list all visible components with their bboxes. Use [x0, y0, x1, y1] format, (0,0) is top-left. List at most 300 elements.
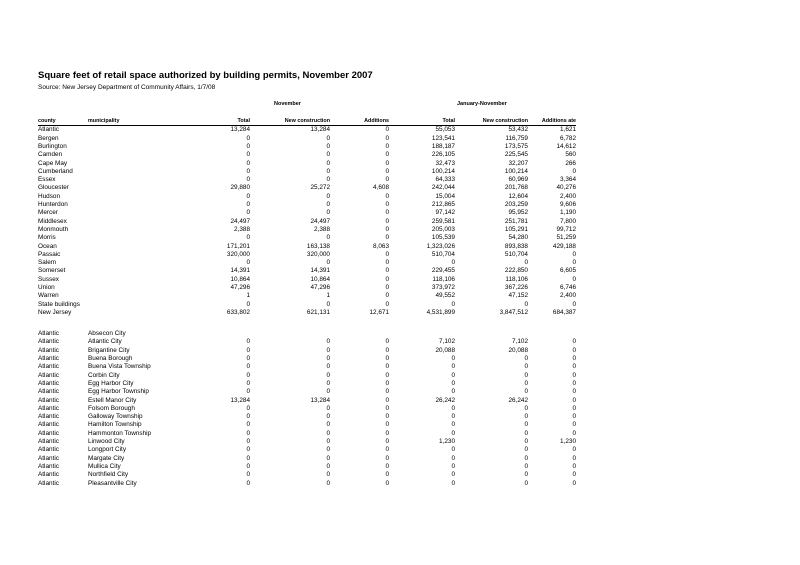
- cell-new-construction-ytd: 20,088: [508, 346, 528, 354]
- cell-new-construction-month: 0: [326, 300, 330, 308]
- cell-municipality: [88, 292, 170, 300]
- municipality-row: [38, 455, 576, 463]
- cell-new-construction-month: 24,497: [310, 217, 330, 225]
- cell-additions-month: 0: [385, 379, 389, 387]
- cell-municipality: [88, 284, 170, 292]
- cell-additions-month: 8,063: [373, 242, 389, 250]
- cell-total-ytd: 188,187: [431, 142, 455, 150]
- cell-additions-ytd: 0: [572, 167, 576, 175]
- cell-new-construction-month: 0: [326, 355, 330, 363]
- cell-new-construction-month: 0: [326, 429, 330, 437]
- cell-county: Passaic: [38, 250, 61, 258]
- cell-additions-ytd: 1,230: [560, 438, 576, 446]
- cell-total-ytd: 510,704: [431, 250, 455, 258]
- cell-additions-ytd: 0: [572, 379, 576, 387]
- cell-municipality: Estell Manor City: [88, 396, 137, 404]
- cell-county: Burlington: [38, 142, 67, 150]
- cell-municipality: [88, 209, 170, 217]
- cell-additions-month: 0: [385, 346, 389, 354]
- cell-municipality: Hammonton Township: [88, 429, 152, 437]
- county-row: [38, 251, 576, 259]
- cell-additions-ytd: 3,364: [560, 176, 576, 184]
- cell-additions-ytd: 0: [572, 413, 576, 421]
- cell-county: Atlantic: [38, 421, 59, 429]
- cell-municipality: [88, 184, 170, 192]
- cell-additions-ytd: 0: [572, 454, 576, 462]
- cell-municipality: [88, 267, 170, 275]
- cell-total-month: 0: [246, 192, 250, 200]
- cell-county: State buildings: [38, 300, 80, 308]
- cell-total-ytd: 55,053: [435, 126, 455, 134]
- cell-new-construction-month: 2,388: [314, 225, 330, 233]
- column-header-total-month: Total: [170, 117, 250, 126]
- cell-total-month: 2,388: [234, 225, 250, 233]
- municipality-row: [38, 338, 576, 346]
- cell-total-ytd: 0: [451, 363, 455, 371]
- cell-new-construction-month: 0: [326, 404, 330, 412]
- cell-additions-month: 0: [385, 267, 389, 275]
- column-header-municipality: municipality: [88, 117, 170, 126]
- cell-total-ytd: 0: [451, 355, 455, 363]
- cell-additions-ytd: 7,800: [560, 217, 576, 225]
- cell-municipality: Atlantic City: [88, 338, 122, 346]
- cell-county: Atlantic: [38, 404, 59, 412]
- cell-additions-month: 0: [385, 355, 389, 363]
- cell-total-month: 10,864: [230, 275, 250, 283]
- cell-total-month: 0: [246, 421, 250, 429]
- cell-additions-month: 0: [385, 429, 389, 437]
- cell-new-construction-ytd: 0: [524, 462, 528, 470]
- cell-new-construction-ytd: 105,291: [504, 225, 528, 233]
- cell-new-construction-ytd: 7,102: [512, 338, 528, 346]
- cell-county: Atlantic: [38, 479, 59, 487]
- cell-total-month: 0: [246, 429, 250, 437]
- cell-municipality: [88, 259, 170, 267]
- column-header-new-construction-month: New construction: [250, 117, 330, 126]
- cell-new-construction-ytd: 116,759: [505, 134, 528, 142]
- municipality-row: [38, 430, 576, 438]
- cell-county: Atlantic: [38, 413, 59, 421]
- cell-total-ytd: 373,972: [431, 283, 455, 291]
- cell-additions-ytd: 0: [572, 259, 576, 267]
- cell-total-month: 320,000: [226, 250, 250, 258]
- cell-county: Atlantic: [38, 346, 59, 354]
- column-header-total-ytd: Total: [389, 117, 455, 126]
- cell-additions-ytd: 6,746: [560, 283, 576, 291]
- cell-total-ytd: 118,106: [432, 275, 455, 283]
- cell-county: Atlantic: [38, 338, 59, 346]
- cell-additions-month: 0: [385, 209, 389, 217]
- cell-total-month: 0: [246, 462, 250, 470]
- cell-new-construction-ytd: 0: [524, 379, 528, 387]
- cell-additions-ytd: 0: [572, 404, 576, 412]
- retail-space-table: [38, 117, 576, 488]
- cell-county: Sussex: [38, 275, 59, 283]
- cell-total-month: 14,391: [230, 267, 250, 275]
- county-row: [38, 218, 576, 226]
- cell-county: Atlantic: [38, 471, 59, 479]
- cell-new-construction-ytd: 47,152: [508, 292, 528, 300]
- county-row: [38, 301, 576, 309]
- cell-new-construction-ytd: 0: [524, 404, 528, 412]
- cell-total-ytd: 97,142: [435, 209, 455, 217]
- cell-total-ytd: 1,230: [439, 438, 455, 446]
- cell-total-month: 13,284: [230, 396, 250, 404]
- cell-total-ytd: 0: [451, 379, 455, 387]
- cell-municipality: [88, 151, 170, 159]
- cell-municipality: Corbin City: [88, 371, 120, 379]
- municipality-row: [38, 347, 576, 355]
- cell-county: Middlesex: [38, 217, 67, 225]
- cell-county: Hudson: [38, 192, 61, 200]
- cell-municipality: Pleasantville City: [88, 479, 137, 487]
- cell-new-construction-month: 0: [326, 379, 330, 387]
- cell-municipality: [88, 193, 170, 201]
- county-row: [38, 168, 576, 176]
- county-row: [38, 292, 576, 300]
- column-header-row: [38, 117, 576, 126]
- cell-total-ytd: 15,004: [435, 192, 455, 200]
- cell-additions-ytd: 6,782: [560, 134, 576, 142]
- municipality-row: [38, 463, 576, 471]
- cell-new-construction-month: 47,296: [310, 283, 330, 291]
- cell-new-construction-month: 320,000: [306, 250, 330, 258]
- cell-new-construction-month: 0: [326, 209, 330, 217]
- section-spacer: [38, 317, 576, 330]
- cell-total-month: 13,284: [230, 126, 250, 134]
- cell-additions-ytd: 0: [572, 338, 576, 346]
- column-header-county: county: [38, 117, 88, 126]
- cell-county: New Jersey: [38, 308, 72, 316]
- cell-total-month: 0: [246, 234, 250, 242]
- cell-municipality: Folsom Borough: [88, 404, 135, 412]
- cell-new-construction-ytd: 0: [524, 454, 528, 462]
- cell-total-ytd: 0: [451, 300, 455, 308]
- cell-additions-month: 0: [385, 396, 389, 404]
- cell-additions-ytd: 0: [572, 396, 576, 404]
- county-row: [38, 259, 576, 267]
- cell-total-month: 0: [246, 259, 250, 267]
- county-row: [38, 143, 576, 151]
- cell-total-month: 0: [246, 142, 250, 150]
- cell-total-month: 0: [246, 454, 250, 462]
- cell-new-construction-ytd: 26,242: [508, 396, 528, 404]
- municipality-row: [38, 438, 576, 446]
- county-row: [38, 126, 576, 135]
- cell-county: Cape May: [38, 159, 68, 167]
- cell-municipality: [88, 242, 170, 250]
- cell-new-construction-month: 25,272: [310, 184, 330, 192]
- cell-total-month: 0: [246, 413, 250, 421]
- cell-total-month: 0: [246, 446, 250, 454]
- cell-county: Atlantic: [38, 363, 59, 371]
- cell-additions-ytd: 0: [572, 388, 576, 396]
- cell-total-ytd: 0: [451, 259, 455, 267]
- cell-total-month: 0: [246, 167, 250, 175]
- cell-total-month: 0: [246, 338, 250, 346]
- cell-county: Atlantic: [38, 429, 59, 437]
- cell-additions-month: 0: [385, 176, 389, 184]
- cell-new-construction-month: 0: [326, 479, 330, 487]
- cell-municipality: Margate City: [88, 454, 125, 462]
- cell-municipality: Egg Harbor Township: [88, 388, 149, 396]
- cell-new-construction-month: 0: [326, 413, 330, 421]
- cell-new-construction-month: 0: [326, 462, 330, 470]
- cell-total-ytd: 229,455: [431, 267, 455, 275]
- cell-county: Atlantic: [38, 371, 59, 379]
- cell-total-ytd: 0: [451, 404, 455, 412]
- cell-additions-ytd: 9,606: [560, 201, 576, 209]
- cell-additions-month: 0: [385, 338, 389, 346]
- cell-municipality: Galloway Township: [88, 413, 143, 421]
- cell-total-ytd: 0: [451, 446, 455, 454]
- cell-additions-month: 12,671: [369, 308, 389, 316]
- cell-additions-ytd: 0: [572, 346, 576, 354]
- cell-county: Atlantic: [38, 355, 59, 363]
- cell-new-construction-month: 13,284: [310, 126, 330, 134]
- cell-total-ytd: 7,102: [439, 338, 455, 346]
- cell-municipality: [88, 226, 170, 234]
- cell-additions-ytd: 684,387: [552, 308, 576, 316]
- cell-new-construction-ytd: 201,768: [504, 184, 528, 192]
- cell-municipality: [88, 234, 170, 242]
- cell-additions-month: 0: [385, 479, 389, 487]
- cell-county: Atlantic: [38, 438, 59, 446]
- cell-county: Gloucester: [38, 184, 69, 192]
- municipality-row: [38, 397, 576, 405]
- cell-total-ytd: 212,865: [431, 201, 455, 209]
- cell-county: Warren: [38, 292, 59, 300]
- cell-total-month: 0: [246, 346, 250, 354]
- cell-municipality: [88, 135, 170, 143]
- cell-municipality: Mullica City: [88, 462, 121, 470]
- cell-total-month: 0: [246, 438, 250, 446]
- cell-total-ytd: 0: [451, 371, 455, 379]
- cell-county: Atlantic: [38, 388, 59, 396]
- cell-municipality: [88, 168, 170, 176]
- cell-total-month: 171,201: [226, 242, 250, 250]
- cell-total-ytd: 226,105: [431, 151, 455, 159]
- cell-municipality: Absecon City: [88, 330, 126, 338]
- cell-additions-ytd: [528, 330, 576, 338]
- cell-municipality: Hamilton Township: [88, 421, 142, 429]
- cell-county: Monmouth: [38, 225, 69, 233]
- cell-total-month: 0: [246, 134, 250, 142]
- cell-new-construction-month: 14,391: [310, 267, 330, 275]
- cell-new-construction-month: 0: [326, 234, 330, 242]
- cell-total-ytd: 0: [451, 388, 455, 396]
- cell-new-construction-month: 10,864: [310, 275, 330, 283]
- cell-municipality: [88, 176, 170, 184]
- cell-total-month: 0: [246, 404, 250, 412]
- cell-new-construction-ytd: 0: [524, 471, 528, 479]
- cell-additions-ytd: 2,400: [560, 192, 576, 200]
- cell-county: Atlantic: [38, 462, 59, 470]
- cell-new-construction-ytd: 251,781: [504, 217, 528, 225]
- cell-total-ytd: 0: [451, 479, 455, 487]
- cell-new-construction-ytd: 54,280: [508, 234, 528, 242]
- cell-new-construction-ytd: 0: [524, 371, 528, 379]
- cell-total-month: 29,880: [230, 184, 250, 192]
- cell-county: Somerset: [38, 267, 66, 275]
- cell-new-construction-month: 0: [326, 454, 330, 462]
- cell-additions-month: 0: [385, 234, 389, 242]
- cell-additions-month: 0: [385, 134, 389, 142]
- cell-total-month: 0: [246, 379, 250, 387]
- cell-county: Atlantic: [38, 454, 59, 462]
- cell-total-ytd: 26,242: [435, 396, 455, 404]
- cell-county: Atlantic: [38, 379, 59, 387]
- cell-additions-ytd: 0: [572, 250, 576, 258]
- county-row: [38, 309, 576, 317]
- cell-municipality: [88, 301, 170, 309]
- cell-municipality: [88, 126, 170, 135]
- county-row: [38, 234, 576, 242]
- cell-additions-ytd: 14,612: [556, 142, 576, 150]
- cell-additions-ytd: 0: [572, 421, 576, 429]
- cell-additions-month: 0: [385, 192, 389, 200]
- cell-new-construction-ytd: 95,952: [508, 209, 528, 217]
- county-row: [38, 184, 576, 192]
- group-header-january-november: January-November: [457, 101, 507, 107]
- county-row: [38, 159, 576, 167]
- municipality-row: [38, 372, 576, 380]
- cell-new-construction-month: 0: [326, 176, 330, 184]
- cell-total-month: 633,802: [226, 308, 250, 316]
- municipality-row: [38, 388, 576, 396]
- cell-additions-month: 0: [385, 292, 389, 300]
- cell-additions-month: 0: [385, 159, 389, 167]
- cell-municipality: Brigantine City: [88, 346, 130, 354]
- cell-new-construction-ytd: 0: [524, 446, 528, 454]
- cell-total-month: 0: [246, 300, 250, 308]
- cell-new-construction-ytd: 0: [524, 388, 528, 396]
- cell-additions-month: 0: [385, 421, 389, 429]
- cell-new-construction-month: 0: [326, 192, 330, 200]
- cell-total-ytd: 49,552: [435, 292, 455, 300]
- cell-new-construction-ytd: 32,207: [508, 159, 528, 167]
- cell-total-ytd: 1,323,026: [426, 242, 455, 250]
- cell-total-ytd: 4,531,899: [426, 308, 455, 316]
- cell-new-construction-month: 0: [326, 346, 330, 354]
- cell-additions-ytd: 0: [572, 446, 576, 454]
- cell-total-month: 0: [246, 201, 250, 209]
- cell-municipality: [88, 159, 170, 167]
- cell-additions-month: 0: [385, 142, 389, 150]
- cell-new-construction-month: 0: [326, 338, 330, 346]
- municipality-row: [38, 405, 576, 413]
- cell-additions-month: 0: [385, 438, 389, 446]
- cell-additions-ytd: 6,605: [560, 267, 576, 275]
- cell-total-ytd: 100,214: [431, 167, 455, 175]
- cell-new-construction-month: 0: [326, 446, 330, 454]
- cell-additions-month: 0: [385, 388, 389, 396]
- cell-additions-month: 0: [385, 413, 389, 421]
- cell-new-construction-month: 1: [326, 292, 330, 300]
- cell-total-month: 0: [246, 371, 250, 379]
- cell-additions-ytd: 429,188: [552, 242, 576, 250]
- cell-total-month: 0: [246, 355, 250, 363]
- cell-county: Mercer: [38, 209, 58, 217]
- cell-new-construction-ytd: 100,214: [504, 167, 528, 175]
- cell-additions-month: 0: [385, 259, 389, 267]
- county-row: [38, 226, 576, 234]
- cell-additions-ytd: 0: [572, 371, 576, 379]
- cell-total-month: 0: [246, 388, 250, 396]
- county-row: [38, 201, 576, 209]
- cell-total-ytd: 0: [451, 471, 455, 479]
- column-header-new-construction-ytd: New construction: [455, 117, 528, 126]
- cell-additions-month: 0: [385, 167, 389, 175]
- cell-new-construction-month: 0: [326, 438, 330, 446]
- cell-county: Atlantic: [38, 446, 59, 454]
- cell-total-month: 0: [246, 209, 250, 217]
- cell-new-construction-ytd: 225,545: [504, 151, 528, 159]
- municipality-row: [38, 355, 576, 363]
- cell-new-construction-ytd: 118,106: [505, 275, 528, 283]
- county-row: [38, 176, 576, 184]
- cell-total-month: 0: [246, 471, 250, 479]
- cell-new-construction-ytd: [455, 330, 528, 338]
- spacer-row: [38, 317, 576, 330]
- cell-county: Bergen: [38, 134, 59, 142]
- cell-county: Morris: [38, 234, 56, 242]
- cell-additions-ytd: 0: [572, 429, 576, 437]
- cell-county: Camden: [38, 151, 63, 159]
- cell-additions-month: [330, 330, 389, 338]
- cell-new-construction-ytd: 3,847,512: [499, 308, 528, 316]
- cell-total-month: 0: [246, 151, 250, 159]
- cell-new-construction-ytd: 203,259: [504, 201, 528, 209]
- cell-additions-ytd: 0: [572, 275, 576, 283]
- cell-total-ytd: 259,581: [431, 217, 455, 225]
- cell-new-construction-month: 13,284: [310, 396, 330, 404]
- cell-county: Atlantic: [38, 126, 59, 134]
- cell-total-ytd: [389, 330, 455, 338]
- cell-new-construction-ytd: 53,432: [508, 126, 528, 134]
- county-row: [38, 242, 576, 250]
- municipality-rows: [38, 330, 576, 488]
- cell-municipality: [88, 218, 170, 226]
- cell-additions-ytd: 1,621: [560, 126, 576, 134]
- cell-new-construction-month: 0: [326, 134, 330, 142]
- cell-new-construction-ytd: 0: [524, 413, 528, 421]
- cell-total-ytd: 0: [451, 421, 455, 429]
- cell-county: Ocean: [38, 242, 57, 250]
- cell-additions-ytd: 51,259: [556, 234, 576, 242]
- cell-new-construction-month: 0: [326, 167, 330, 175]
- municipality-row: [38, 479, 576, 487]
- cell-municipality: Longport City: [88, 446, 127, 454]
- cell-county: Salem: [38, 259, 57, 267]
- column-header-additions-month: Additions: [330, 117, 389, 126]
- county-row: [38, 276, 576, 284]
- cell-additions-ytd: 40,276: [556, 184, 576, 192]
- cell-new-construction-ytd: 893,838: [504, 242, 528, 250]
- cell-additions-month: 0: [385, 126, 389, 134]
- cell-municipality: [88, 251, 170, 259]
- cell-municipality: [88, 276, 170, 284]
- county-row: [38, 267, 576, 275]
- cell-total-ytd: 64,333: [435, 176, 455, 184]
- cell-additions-ytd: 99,712: [556, 225, 576, 233]
- cell-county: Cumberland: [38, 167, 73, 175]
- cell-additions-month: 0: [385, 275, 389, 283]
- cell-total-ytd: 0: [451, 462, 455, 470]
- cell-additions-month: 0: [385, 446, 389, 454]
- cell-new-construction-month: 0: [326, 201, 330, 209]
- cell-new-construction-month: 0: [326, 471, 330, 479]
